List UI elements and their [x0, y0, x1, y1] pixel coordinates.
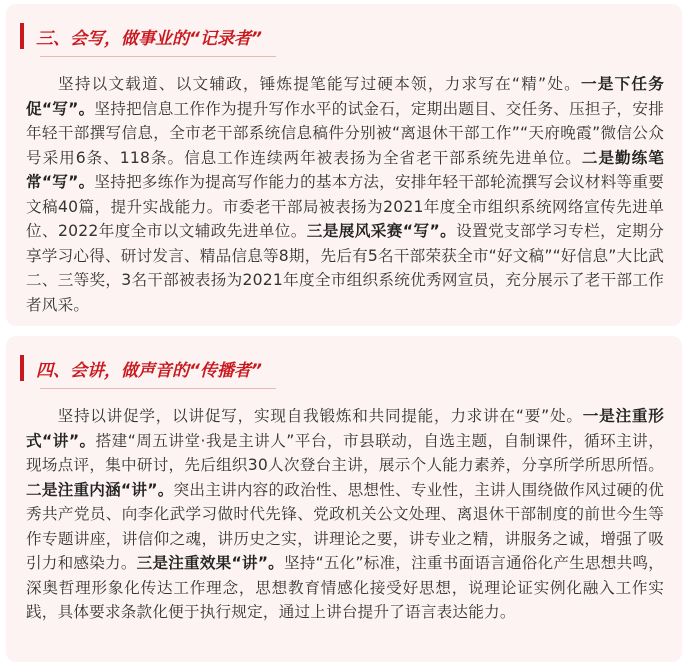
- section-heading: [20, 21, 262, 51]
- section-body: [26, 72, 664, 317]
- heading-accent-bar: [20, 355, 24, 381]
- section-title: 三、会写，做事业的“记录者”: [36, 28, 262, 49]
- paragraph-run-bold: 三是注重效果“讲”。: [136, 554, 284, 572]
- paragraph-run: 搭建“周五讲堂·我是主讲人”平台，市县联动，自选主题，自制课件，循环主讲，现场点评，集中研讨，先后组织30人次登台主讲，展示个人能力素养，分享所学所思所悟。: [26, 431, 664, 474]
- paragraph-run-bold: 一是下任务促“写”。: [26, 75, 664, 118]
- heading-divider: [40, 56, 276, 57]
- paragraph-run: 设置党支部学习专栏，定期分享学习心得、研讨发言、精品信息等8期，先后有5名干部荣获全市“好文稿”“好信息”大比武二、三等奖，3名干部被表扬为2021年度全市组织系统优秀网宣员，充分展示了老干部工作者风采。: [26, 222, 664, 314]
- paragraph-run: 突出主讲内容的政治性、思想性、专业性，主讲人围绕做作风过硬的优秀共产党员、向李化武学习做时代先锋、党政机关公文处理、离退休干部制度的前世今生等作专题讲座，讲信仰之魂，讲历史之实，讲理论之要，讲专业之精，讲服务之诚，增强了吸引力和感染力。: [26, 480, 665, 572]
- heading-accent-bar: [20, 23, 24, 49]
- section-card-speaking: [6, 336, 682, 662]
- paragraph-run-bold: 二是勤练笔常“写”。: [26, 148, 664, 191]
- section-card-writing: [6, 4, 682, 326]
- paragraph-run: 坚持以讲促学，以讲促写，实现自我锻炼和共同提能，力求讲在“要”处。: [57, 407, 583, 425]
- paragraph-run-bold: 三是展风采赛“写”。: [306, 222, 457, 240]
- paragraph-run: 坚持把信息工作作为提升写作水平的试金石，定期出题目、交任务、压担子，安排年轻干部撰写信息，全市老干部系统信息稿件分别被“离退休干部工作”“天府晚霞”微信公众号采用6条、118条。信息工作连续两年被表扬为全省老干部系统先进单位。: [26, 99, 664, 167]
- section-heading: [20, 353, 262, 383]
- paragraph-run-bold: 一是注重形式“讲”。: [26, 407, 664, 450]
- paragraph-run: 坚持“五化”标准，注重书面语言通俗化产生思想共鸣，深奥哲理形象化传达工作理念，思想教育情感化接受好思想，说理论证实例化融入工作实践，具体要求条款化便于执行规定，通过上讲台提升了语言表达能力。: [26, 554, 664, 621]
- section-body: [26, 404, 664, 625]
- paragraph-run: 坚持把多练作为提高写作能力的基本方法，安排年轻干部轮流撰写会议材料等重要文稿40篇，提升实战能力。市委老干部局被表扬为2021年度全市组织系统网络宣传先进单位、2022年度全市以文辅政先进单位。: [26, 173, 664, 240]
- paragraph-run: 坚持以文载道、以文辅政，锤炼提笔能写过硬本领，力求写在“精”处。: [57, 75, 581, 93]
- paragraph-run-bold: 二是注重内涵“讲”。: [26, 480, 174, 499]
- section-title: 四、会讲，做声音的“传播者”: [36, 360, 262, 381]
- heading-divider: [40, 388, 276, 389]
